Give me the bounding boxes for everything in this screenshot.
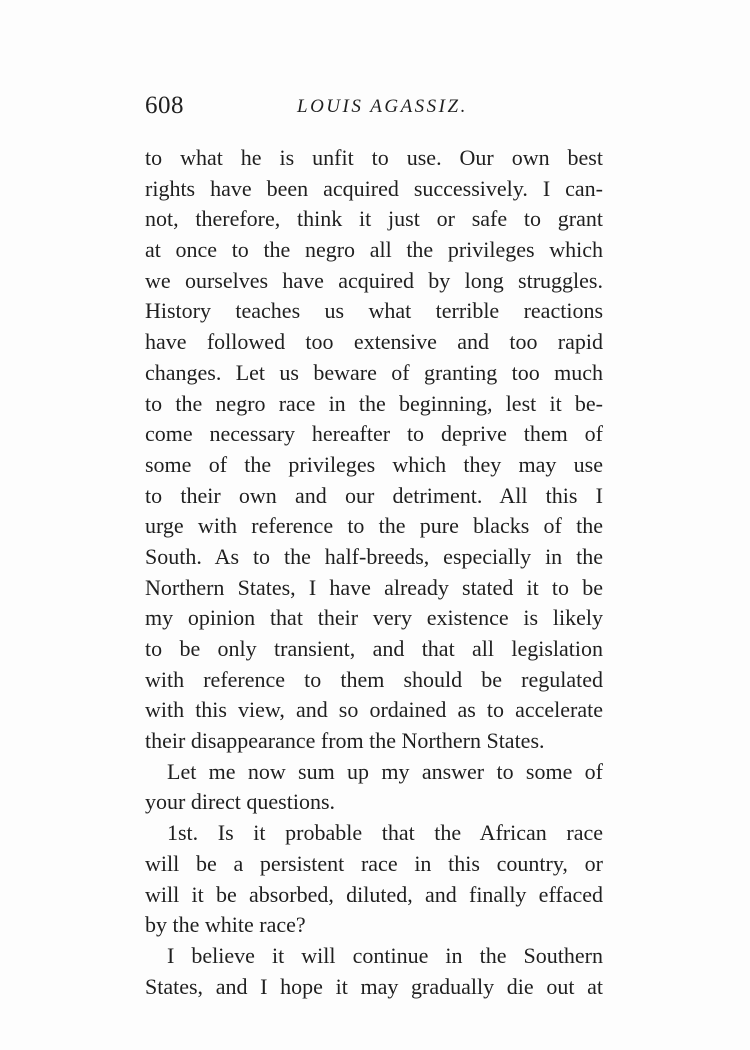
text-line: not, therefore, think it just or safe to grant — [145, 206, 603, 232]
text-line: by the white race? — [145, 912, 306, 938]
page-header — [145, 92, 603, 126]
text-line: we ourselves have acquired by long struggles. — [145, 267, 603, 293]
text-line: come necessary hereafter to deprive them of — [145, 421, 603, 447]
text-line: with reference to them should be regulated — [145, 666, 603, 692]
text-line: Let me now sum up my answer to some of — [167, 758, 603, 784]
text-line: to what he is unfit to use. Our own best — [145, 145, 603, 170]
text-line: have followed too extensive and too rapid — [145, 329, 603, 355]
text-line: will be a persistent race in this country, or — [145, 850, 603, 876]
text-line: urge with reference to the pure blacks of the — [145, 513, 603, 539]
text-line: my opinion that their very existence is likely — [145, 605, 603, 631]
text-line: I believe it will continue in the Southern — [167, 942, 603, 968]
text-line: to the negro race in the beginning, lest it be- — [145, 390, 603, 416]
text-line: 1st. Is it probable that the African race — [167, 820, 603, 846]
text-line: History teaches us what terrible reactions — [145, 298, 603, 324]
text-line: at once to the negro all the privileges which — [145, 237, 603, 263]
text-line: with this view, and so ordained as to accelerate — [145, 697, 603, 723]
text-line: changes. Let us beware of granting too much — [145, 359, 603, 385]
text-line: Northern States, I have already stated it to be — [145, 574, 603, 600]
text-line: rights have been acquired successively. I can- — [145, 175, 603, 201]
text-line: your direct questions. — [145, 789, 336, 815]
text-line: South. As to the half-breeds, especially in the — [145, 543, 603, 569]
body-text — [145, 143, 603, 1002]
text-line: some of the privileges which they may use — [145, 451, 603, 477]
text-line: their disappearance from the Northern States. — [145, 728, 545, 754]
text-line: to be only transient, and that all legislation — [145, 636, 603, 661]
text-line: to their own and our detriment. All this I — [145, 482, 603, 508]
running-head: LOUIS AGASSIZ. — [297, 96, 468, 117]
page-number: 608 — [145, 92, 184, 119]
text-line: States, and I hope it may gradually die out at — [145, 973, 603, 999]
text-line: will it be absorbed, diluted, and finally effaced — [145, 881, 603, 907]
